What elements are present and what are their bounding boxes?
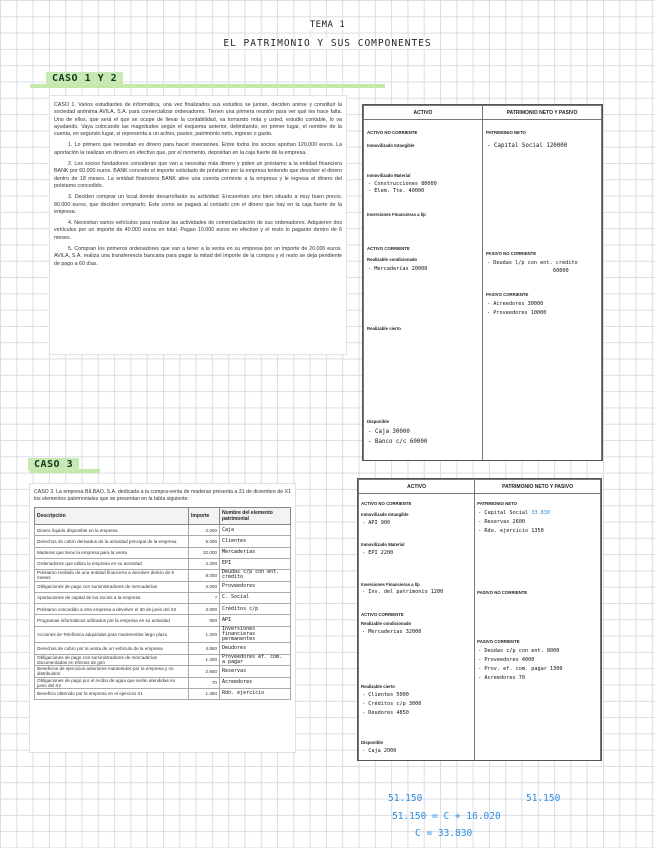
row-description: Maderas que tiene la empresa para la venta bbox=[35, 547, 189, 558]
realizable-condicionado-label: Realizable condicionado bbox=[361, 621, 412, 626]
row-element-name: Inversiones financieras permanentes bbox=[220, 626, 291, 643]
case12-paragraph: 5. Compran los primeros ordenadores que van a tener a la venta en su empresa por un importe de 20.000 euros. AVILA, S.A. realiza una transferencia bancaria para pagar la mitad del importe de la compra y el resto se deja pendiente de pago a 60 días. bbox=[54, 246, 342, 267]
entry: - Inv. del patrimonio 1200 bbox=[362, 589, 444, 595]
row-amount: 2.200 bbox=[189, 558, 220, 569]
entry: - Construcciones 80000 bbox=[368, 181, 437, 187]
total-pn-pasivo: 51.150 bbox=[526, 793, 561, 804]
inmov-intangible-label: Inmovilizado Intangible bbox=[367, 143, 415, 148]
col-pn-pasivo: PATRIMONIO NETO Y PASIVO bbox=[475, 480, 601, 494]
row-description: Acciones de Telefónica adquiridas para mantenerlas largo plazo bbox=[35, 626, 189, 643]
pasivo-nc-label: PASIVO NO CORRIENTE bbox=[486, 251, 537, 256]
entry: - Proveedores 4000 bbox=[478, 657, 535, 663]
row-description: Aportaciones de capital de los socios a la empresa bbox=[35, 592, 189, 603]
row-element-name: Rdo. ejercicio bbox=[220, 688, 291, 699]
row-description: Beneficios de ejercicios anteriores mantenidos por la empresa y no distribuidos bbox=[35, 666, 189, 677]
row-element-name: Créditos c/p bbox=[220, 604, 291, 615]
realizable-condicionado-label: Realizable condicionado bbox=[367, 257, 418, 262]
entry: - Deudores 4850 bbox=[362, 710, 409, 716]
row-amount: ? bbox=[189, 592, 220, 603]
row-element-name: Deudores bbox=[220, 643, 291, 654]
entry: - Capital Social 120000 bbox=[487, 143, 568, 149]
row-amount: 8.000 bbox=[189, 570, 220, 581]
activo-corriente-label: ACTIVO CORRIENTE bbox=[361, 612, 404, 617]
balance-sheet-case3 bbox=[357, 478, 602, 761]
entry: - Caja 30000 bbox=[368, 429, 410, 435]
row-element-name: API bbox=[220, 615, 291, 626]
row-element-name: Mercaderías bbox=[220, 547, 291, 558]
row-element-name: Clientes bbox=[220, 536, 291, 547]
row-element-name: Proveedores bbox=[220, 581, 291, 592]
row-description: Préstamo recibido de una entidad financiera a devolver dentro de 9 meses bbox=[35, 570, 189, 581]
entry: - Mercaderías 20000 bbox=[368, 266, 428, 272]
table-row bbox=[35, 525, 291, 536]
row-amount: 900 bbox=[189, 615, 220, 626]
entry: - Créditos c/p 3000 bbox=[362, 701, 422, 707]
row-description: Programas informáticos utilizados por la empresa en su actividad bbox=[35, 615, 189, 626]
table-row bbox=[35, 592, 291, 603]
entry: - Deudas c/p con ent. 8000 bbox=[478, 648, 560, 654]
header-nombre: Nombre del elemento patrimonial bbox=[220, 508, 291, 525]
row-amount: 2.000 bbox=[189, 525, 220, 536]
table-row bbox=[35, 654, 291, 665]
case12-statement bbox=[50, 96, 346, 354]
case3-statement bbox=[30, 484, 295, 752]
inmov-material-label: Inmovilizado Material bbox=[367, 173, 411, 178]
row-amount: 32.000 bbox=[189, 547, 220, 558]
case3-table bbox=[34, 507, 291, 700]
table-row bbox=[35, 666, 291, 677]
pn-label: PATRIMONIO NETO bbox=[477, 501, 518, 506]
row-amount: 3.000 bbox=[189, 604, 220, 615]
entry: - EPI 2200 bbox=[362, 550, 394, 556]
entry: - Banco c/c 60000 bbox=[368, 439, 428, 445]
case12-paragraph: 2. Los socios fundadores consideran que van a necesitar más dinero y piden un préstamo a la entidad financiera BANK por 60.000 euros. BANK concede el importe solicitado de préstamo por la empresa teniendo que devolver el dinero dentro de 18 meses. La entidad financiera BANK abre una cuenta corriente a la empresa y le ingresa el dinero del préstamo concedido. bbox=[54, 161, 342, 189]
disponible-label: Disponible bbox=[367, 419, 389, 424]
table-row bbox=[35, 688, 291, 699]
pasivo-c-label: PASIVO CORRIENTE bbox=[486, 292, 529, 297]
row-element-name: Acreedores bbox=[220, 677, 291, 688]
total-activo: 51.150 bbox=[388, 793, 423, 804]
pasivo-nc-label: PASIVO NO CORRIENTE bbox=[477, 590, 528, 595]
topic-title: TEMA 1 bbox=[309, 20, 346, 30]
row-amount: 70 bbox=[189, 677, 220, 688]
inmov-intangible-label: Inmovilizado Intangible bbox=[361, 512, 409, 517]
row-amount: 5.000 bbox=[189, 536, 220, 547]
entry: - Acreedores 30000 bbox=[487, 301, 544, 307]
row-element-name: Caja bbox=[220, 525, 291, 536]
realizable-cierto-label: Realizable cierto bbox=[367, 326, 401, 331]
case3-label: CASO 3 bbox=[28, 458, 79, 471]
entry: - Mercaderías 32000 bbox=[362, 629, 422, 635]
pn-pasivo-column bbox=[483, 120, 602, 461]
inversiones-lp-label: Inversiones Financieras a l/p bbox=[361, 582, 420, 587]
row-amount: 1.200 bbox=[189, 626, 220, 643]
table-row bbox=[35, 677, 291, 688]
row-amount: 1.300 bbox=[189, 654, 220, 665]
row-amount: 1.350 bbox=[189, 688, 220, 699]
row-element-name: Deudas c/p con ent. crédito bbox=[220, 570, 291, 581]
entry: 60000 bbox=[553, 268, 569, 274]
row-amount: 4.850 bbox=[189, 643, 220, 654]
col-activo: ACTIVO bbox=[359, 480, 475, 494]
entry: - Rdo. ejercicio 1350 bbox=[478, 528, 544, 534]
row-amount: 4.000 bbox=[189, 581, 220, 592]
entry: - Prov. ef. com. pagar 1300 bbox=[478, 666, 563, 672]
case12-paragraph: 3. Deciden comprar un local donde desarrollarán su actividad. Encuentran uno bien situado a muy buen precio, 80.000 euros, que deciden comprarlo. Este como se pagará al contado con el dinero que hay en la caja fuerte de la empresa. bbox=[54, 194, 342, 215]
entry: - Reservas 2600 bbox=[478, 519, 526, 525]
entry: - API 900 bbox=[362, 520, 391, 526]
table-row bbox=[35, 547, 291, 558]
entry bbox=[478, 510, 550, 516]
header-descripcion: Descripción bbox=[35, 508, 189, 525]
inmov-material-label: Inmovilizado Material bbox=[361, 542, 405, 547]
case3-intro: CASO 3. La empresa BILBAO, S.A. dedicada a la compra-venta de maderas presenta a 31 de diciembre de X1 los elementos patrimoniales que se presentan en la tabla siguiente: bbox=[34, 489, 291, 502]
entry: - Proveedores 10000 bbox=[487, 310, 547, 316]
table-row bbox=[35, 604, 291, 615]
pasivo-c-label: PASIVO CORRIENTE bbox=[477, 639, 520, 644]
case12-paragraph: 4. Necesitan varios vehículos para realizar las actividades de comercialización de sus ordenadores. Adquieren dos vehículos por un importe de 40.000 euros en total. Pagan 10.000 euros en efectivo y el resto lo pagarán dentro de 6 meses. bbox=[54, 220, 342, 241]
table-row bbox=[35, 626, 291, 643]
entry: - Caja 2000 bbox=[362, 748, 397, 754]
row-description: Obligaciones de pago con suministradores de mercaderías bbox=[35, 581, 189, 592]
entry: - Deudas l/p con ent. crédito bbox=[487, 260, 578, 266]
row-description: Préstamo concedido a otra empresa a devolver el 30 de junio del X2 bbox=[35, 604, 189, 615]
row-description: Obligaciones de pago por el recibo de agua que serán atendidas en junio del X2 bbox=[35, 677, 189, 688]
row-element-name: C. Social bbox=[220, 592, 291, 603]
row-description: Derechos de cobro derivados de la actividad principal de la empresa bbox=[35, 536, 189, 547]
pn-label: PATRIMONIO NETO bbox=[486, 130, 526, 135]
entry: - Elem. Tte. 40000 bbox=[368, 188, 425, 194]
table-row bbox=[35, 581, 291, 592]
inversiones-lp-label: Inversiones Financieras a l/p bbox=[367, 212, 426, 217]
entry: - Clientes 5000 bbox=[362, 692, 409, 698]
header-importe: Importe bbox=[189, 508, 220, 525]
row-element-name: EPI bbox=[220, 558, 291, 569]
row-description: Obligaciones de pago con suministradores de mercaderías documentadas en efectos de giro bbox=[35, 654, 189, 665]
capital-label: - Capital Social bbox=[478, 510, 529, 516]
capital-result: C = 33.830 bbox=[415, 828, 473, 839]
col-pn-pasivo: PATRIMONIO NETO Y PASIVO bbox=[483, 106, 602, 120]
row-element-name: Proveedores ef. com. a pagar bbox=[220, 654, 291, 665]
case12-paragraph: 1. Lo primero que necesitan es dinero para hacer inversiones. Entre todos los socios aportan 120.000 euros. La aportación la realizan en dinero en efectivo que, por el momento, depositan en la caja fuerte de la empresa. bbox=[54, 142, 342, 156]
activo-no-corriente-label: ACTIVO NO CORRIENTE bbox=[361, 501, 412, 506]
table-row bbox=[35, 643, 291, 654]
case12-paragraph: CASO 1. Varios estudiantes de informática, una vez finalizados sus estudios se juntan, deciden unirse y constituir la sociedad anónima AVILA, S.A. para comercializar ordenadores. Tienen una primera reunión para ver qué les hace falta. Uno de ellos, que será el que se ocupe de llevar la contabilidad, va tomando nota y usted, estudio contable, lo va ayudando. Vaya colocando las magnitudes según el esquema anterior, delimitando, en primer lugar, el nombre de la cuenta, en segundo lugar, si representa a un activo, pasivo, patrimonio neto, ingreso o gasto. bbox=[54, 102, 342, 138]
realizable-cierto-label: Realizable cierto bbox=[361, 684, 395, 689]
row-description: Derechos de cobro por la venta de un vehículo de la empresa bbox=[35, 643, 189, 654]
entry: - Acreedores 70 bbox=[478, 675, 526, 681]
row-description: Ordenadores que utiliza la empresa en su actividad bbox=[35, 558, 189, 569]
capital-equation: 51.150 = C + 16.020 bbox=[392, 811, 501, 822]
case12-label: CASO 1 Y 2 bbox=[46, 72, 123, 85]
activo-no-corriente-label: ACTIVO NO CORRIENTE bbox=[367, 130, 418, 135]
pn-pasivo-column bbox=[475, 494, 601, 761]
activo-column bbox=[364, 120, 483, 461]
page-title: EL PATRIMONIO Y SUS COMPONENTES bbox=[223, 38, 432, 49]
activo-corriente-label: ACTIVO CORRIENTE bbox=[367, 246, 410, 251]
col-activo: ACTIVO bbox=[364, 106, 483, 120]
table-row bbox=[35, 570, 291, 581]
table-row bbox=[35, 615, 291, 626]
table-row bbox=[35, 558, 291, 569]
row-element-name: Reservas bbox=[220, 666, 291, 677]
capital-value: 33.830 bbox=[531, 510, 551, 516]
balance-sheet-case12 bbox=[362, 104, 603, 461]
disponible-label: Disponible bbox=[361, 740, 383, 745]
row-description: Dinero líquido disponible en la empresa bbox=[35, 525, 189, 536]
activo-column bbox=[359, 494, 475, 761]
table-row bbox=[35, 536, 291, 547]
row-description: Beneficio obtenido por la empresa en el ejercicio X1 bbox=[35, 688, 189, 699]
row-amount: 2.600 bbox=[189, 666, 220, 677]
